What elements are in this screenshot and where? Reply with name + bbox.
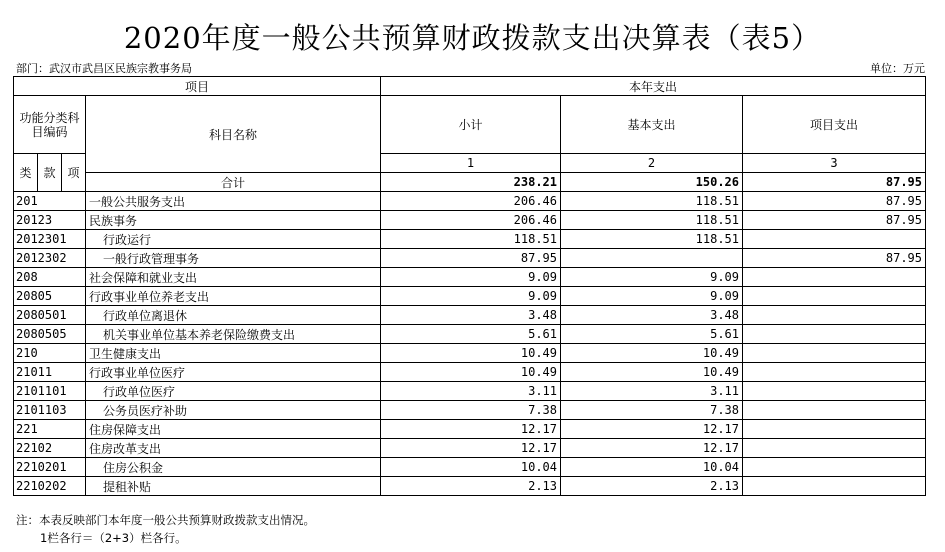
table-row	[14, 249, 926, 268]
row-code: 2101103	[14, 401, 86, 420]
table-row	[14, 211, 926, 230]
row-basic: 118.51	[561, 230, 743, 249]
row-code: 2080501	[14, 306, 86, 325]
row-subtotal: 3.48	[381, 306, 561, 325]
table-row	[14, 230, 926, 249]
unit-label: 单位：万元	[870, 62, 925, 75]
page-title: 2020年度一般公共预算财政拨款支出决算表（表5）	[123, 21, 822, 55]
row-code: 20805	[14, 287, 86, 306]
row-subject-name: 行政单位离退休	[86, 306, 381, 325]
table-row	[14, 439, 926, 458]
table-row	[14, 325, 926, 344]
row-project	[743, 458, 926, 477]
row-basic: 12.17	[561, 439, 743, 458]
total-project: 87.95	[743, 173, 926, 192]
total-label: 合计	[86, 173, 381, 192]
row-basic: 9.09	[561, 268, 743, 287]
row-basic: 9.09	[561, 287, 743, 306]
col-number-3: 3	[743, 154, 926, 173]
table-header	[14, 77, 926, 192]
row-code: 221	[14, 420, 86, 439]
col-number-1: 1	[381, 154, 561, 173]
row-basic: 7.38	[561, 401, 743, 420]
row-basic: 10.49	[561, 363, 743, 382]
total-row	[14, 173, 926, 192]
table-row	[14, 344, 926, 363]
row-subject-name: 住房公积金	[86, 458, 381, 477]
row-project	[743, 325, 926, 344]
row-code: 2210202	[14, 477, 86, 496]
table-row	[14, 477, 926, 496]
col-number-2: 2	[561, 154, 743, 173]
total-basic: 150.26	[561, 173, 743, 192]
row-subtotal: 2.13	[381, 477, 561, 496]
row-code: 208	[14, 268, 86, 287]
header-lei: 类	[14, 154, 38, 192]
row-code: 2101101	[14, 382, 86, 401]
table-row	[14, 420, 926, 439]
row-project	[743, 287, 926, 306]
row-code: 20123	[14, 211, 86, 230]
row-subject-name: 卫生健康支出	[86, 344, 381, 363]
table-row	[14, 268, 926, 287]
table-row	[14, 382, 926, 401]
row-code: 2012302	[14, 249, 86, 268]
row-basic: 10.49	[561, 344, 743, 363]
department-label: 部门：武汉市武昌区民族宗教事务局	[16, 62, 192, 75]
row-code: 201	[14, 192, 86, 211]
row-basic: 12.17	[561, 420, 743, 439]
row-project	[743, 306, 926, 325]
row-subject-name: 一般公共服务支出	[86, 192, 381, 211]
header-kuan: 款	[38, 154, 62, 192]
row-project: 87.95	[743, 192, 926, 211]
row-subtotal: 206.46	[381, 211, 561, 230]
table-row	[14, 306, 926, 325]
row-subject-name: 提租补贴	[86, 477, 381, 496]
row-code: 210	[14, 344, 86, 363]
row-subtotal: 9.09	[381, 268, 561, 287]
row-subtotal: 3.11	[381, 382, 561, 401]
row-project	[743, 230, 926, 249]
row-project	[743, 363, 926, 382]
row-subject-name: 民族事务	[86, 211, 381, 230]
row-subject-name: 住房保障支出	[86, 420, 381, 439]
row-project	[743, 344, 926, 363]
row-project: 87.95	[743, 211, 926, 230]
row-basic: 3.11	[561, 382, 743, 401]
expenditure-table	[13, 76, 926, 496]
row-code: 21011	[14, 363, 86, 382]
table-row	[14, 192, 926, 211]
row-subtotal: 118.51	[381, 230, 561, 249]
row-subject-name: 公务员医疗补助	[86, 401, 381, 420]
row-subject-name: 机关事业单位基本养老保险缴费支出	[86, 325, 381, 344]
row-code: 22102	[14, 439, 86, 458]
row-project	[743, 477, 926, 496]
row-subtotal: 10.49	[381, 344, 561, 363]
row-project	[743, 382, 926, 401]
header-func-code: 功能分类科目编码	[14, 96, 86, 154]
row-basic: 2.13	[561, 477, 743, 496]
row-subtotal: 12.17	[381, 439, 561, 458]
note-line-2: 1栏各行＝（2+3）栏各行。	[40, 531, 187, 545]
total-subtotal: 238.21	[381, 173, 561, 192]
note-line-1: 注：本表反映部门本年度一般公共预算财政拨款支出情况。	[16, 513, 315, 527]
table-row	[14, 458, 926, 477]
row-subtotal: 7.38	[381, 401, 561, 420]
row-project	[743, 401, 926, 420]
row-basic: 118.51	[561, 211, 743, 230]
header-basic: 基本支出	[561, 96, 743, 154]
row-subject-name: 行政事业单位医疗	[86, 363, 381, 382]
table-body	[14, 192, 926, 496]
table-row	[14, 401, 926, 420]
row-project: 87.95	[743, 249, 926, 268]
row-subtotal: 10.04	[381, 458, 561, 477]
row-basic: 118.51	[561, 192, 743, 211]
row-subject-name: 一般行政管理事务	[86, 249, 381, 268]
row-project	[743, 268, 926, 287]
row-subtotal: 5.61	[381, 325, 561, 344]
row-project	[743, 439, 926, 458]
row-subject-name: 社会保障和就业支出	[86, 268, 381, 287]
header-project: 项目	[14, 77, 381, 96]
row-project	[743, 420, 926, 439]
row-code: 2080505	[14, 325, 86, 344]
row-subtotal: 206.46	[381, 192, 561, 211]
header-subtotal: 小计	[381, 96, 561, 154]
row-subject-name: 行政事业单位养老支出	[86, 287, 381, 306]
table-row	[14, 363, 926, 382]
row-basic: 5.61	[561, 325, 743, 344]
row-basic	[561, 249, 743, 268]
row-subject-name: 行政运行	[86, 230, 381, 249]
header-subject-name: 科目名称	[86, 96, 381, 173]
row-subtotal: 9.09	[381, 287, 561, 306]
header-xiang: 项	[62, 154, 86, 192]
row-subtotal: 10.49	[381, 363, 561, 382]
header-current-year: 本年支出	[381, 77, 926, 96]
row-basic: 3.48	[561, 306, 743, 325]
row-code: 2210201	[14, 458, 86, 477]
row-subtotal: 12.17	[381, 420, 561, 439]
header-project-exp: 项目支出	[743, 96, 926, 154]
table-row	[14, 287, 926, 306]
row-code: 2012301	[14, 230, 86, 249]
row-subject-name: 住房改革支出	[86, 439, 381, 458]
row-subtotal: 87.95	[381, 249, 561, 268]
row-subject-name: 行政单位医疗	[86, 382, 381, 401]
row-basic: 10.04	[561, 458, 743, 477]
